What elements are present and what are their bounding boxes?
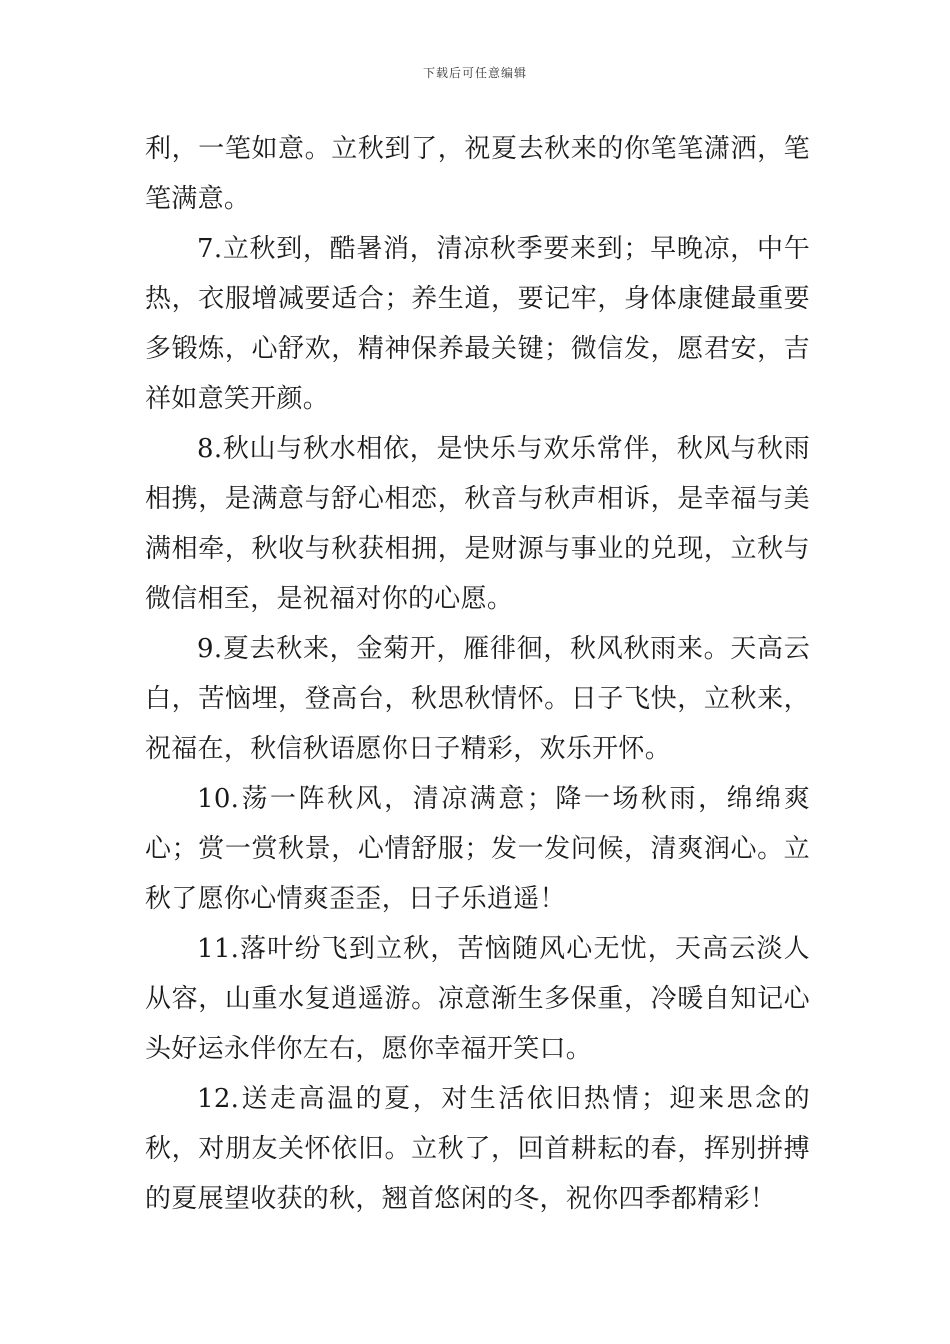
paragraph-11: 11.落叶纷飞到立秋，苦恼随风心无忧，天高云淡人从容，山重水复逍遥游。凉意渐生多保重，冷暖自知记心头好运永伴你左右，愿你幸福开笑口。 <box>145 934 810 1064</box>
paragraph-8: 8.秋山与秋水相依，是快乐与欢乐常伴，秋风与秋雨相携，是满意与舒心相恋，秋音与秋声相诉，是幸福与美满相牵，秋收与秋获相拥，是财源与事业的兑现，立秋与微信相至，是祝福对你的心愿。 <box>145 434 810 614</box>
paragraph-12: 12.送走高温的夏，对生活依旧热情；迎来思念的秋，对朋友关怀依旧。立秋了，回首耕耘的春，挥别拼搏的夏展望收获的秋，翘首悠闲的冬，祝你四季都精彩！ <box>145 1084 810 1214</box>
document-body <box>145 124 810 1224</box>
paragraph-10: 10.荡一阵秋风，清凉满意；降一场秋雨，绵绵爽心；赏一赏秋景，心情舒服；发一发问候，清爽润心。立秋了愿你心情爽歪歪，日子乐逍遥！ <box>145 784 810 914</box>
paragraph-continued: 利，一笔如意。立秋到了，祝夏去秋来的你笔笔潇洒，笔笔满意。 <box>145 134 810 214</box>
header-note: 下载后可任意编辑 <box>422 66 527 80</box>
paragraph-9: 9.夏去秋来，金菊开，雁徘徊，秋风秋雨来。天高云白，苦恼埋，登高台，秋思秋情怀。日子飞快，立秋来，祝福在，秋信秋语愿你日子精彩，欢乐开怀。 <box>145 634 810 764</box>
paragraph-7: 7.立秋到，酷暑消，清凉秋季要来到；早晚凉，中午热，衣服增减要适合；养生道，要记牢，身体康健最重要多锻炼，心舒欢，精神保养最关键；微信发，愿君安，吉祥如意笑开颜。 <box>145 234 810 414</box>
